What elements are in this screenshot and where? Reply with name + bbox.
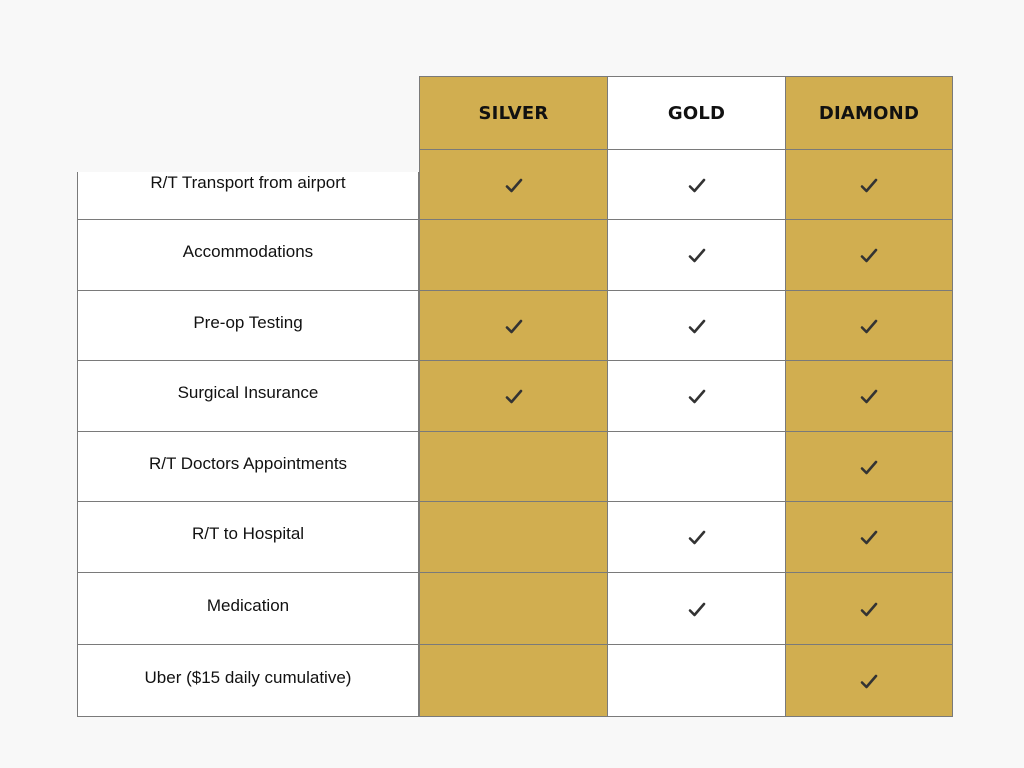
tier-header-diamond: DIAMOND (786, 76, 953, 150)
cell-silver-pre-op-testing (419, 291, 608, 361)
feature-label-r-t-doctors-appointments: R/T Doctors Appointments (77, 432, 419, 502)
cell-diamond-r-t-transport-from-airport (786, 150, 953, 220)
cell-gold-r-t-transport-from-airport (608, 150, 786, 220)
cell-silver-uber-15-daily-cumulative (419, 645, 608, 717)
cell-gold-accommodations (608, 220, 786, 291)
checkmark-icon (688, 318, 706, 334)
checkmark-icon (860, 601, 878, 617)
cell-diamond-pre-op-testing (786, 291, 953, 361)
cell-diamond-r-t-to-hospital (786, 502, 953, 573)
cell-gold-uber-15-daily-cumulative (608, 645, 786, 717)
cell-gold-medication (608, 573, 786, 645)
cell-silver-r-t-transport-from-airport (419, 150, 608, 220)
checkmark-icon (688, 177, 706, 193)
feature-label-uber-15-daily-cumulative: Uber ($15 daily cumulative) (77, 645, 419, 717)
cell-gold-surgical-insurance (608, 361, 786, 432)
checkmark-icon (860, 388, 878, 404)
tier-header-silver: SILVER (419, 76, 608, 150)
cell-diamond-r-t-doctors-appointments (786, 432, 953, 502)
tier-header-gold: GOLD (608, 76, 786, 150)
checkmark-icon (688, 601, 706, 617)
cell-silver-r-t-doctors-appointments (419, 432, 608, 502)
checkmark-icon (860, 529, 878, 545)
checkmark-icon (505, 388, 523, 404)
checkmark-icon (688, 247, 706, 263)
checkmark-icon (688, 388, 706, 404)
cell-silver-surgical-insurance (419, 361, 608, 432)
cell-gold-pre-op-testing (608, 291, 786, 361)
tier-comparison-table (77, 76, 953, 717)
header-corner (77, 76, 419, 150)
checkmark-icon (860, 318, 878, 334)
checkmark-icon (688, 529, 706, 545)
cell-gold-r-t-doctors-appointments (608, 432, 786, 502)
cell-silver-r-t-to-hospital (419, 502, 608, 573)
feature-label-r-t-to-hospital: R/T to Hospital (77, 502, 419, 573)
cell-silver-medication (419, 573, 608, 645)
checkmark-icon (860, 673, 878, 689)
cell-diamond-medication (786, 573, 953, 645)
checkmark-icon (505, 177, 523, 193)
cell-gold-r-t-to-hospital (608, 502, 786, 573)
cell-diamond-uber-15-daily-cumulative (786, 645, 953, 717)
checkmark-icon (860, 177, 878, 193)
feature-label-r-t-transport-from-airport: R/T Transport from airport (77, 172, 419, 220)
checkmark-icon (860, 247, 878, 263)
checkmark-icon (505, 318, 523, 334)
feature-label-surgical-insurance: Surgical Insurance (77, 361, 419, 432)
cell-diamond-surgical-insurance (786, 361, 953, 432)
cell-silver-accommodations (419, 220, 608, 291)
feature-label-accommodations: Accommodations (77, 220, 419, 291)
checkmark-icon (860, 459, 878, 475)
feature-label-pre-op-testing: Pre-op Testing (77, 291, 419, 361)
cell-diamond-accommodations (786, 220, 953, 291)
feature-label-medication: Medication (77, 573, 419, 645)
